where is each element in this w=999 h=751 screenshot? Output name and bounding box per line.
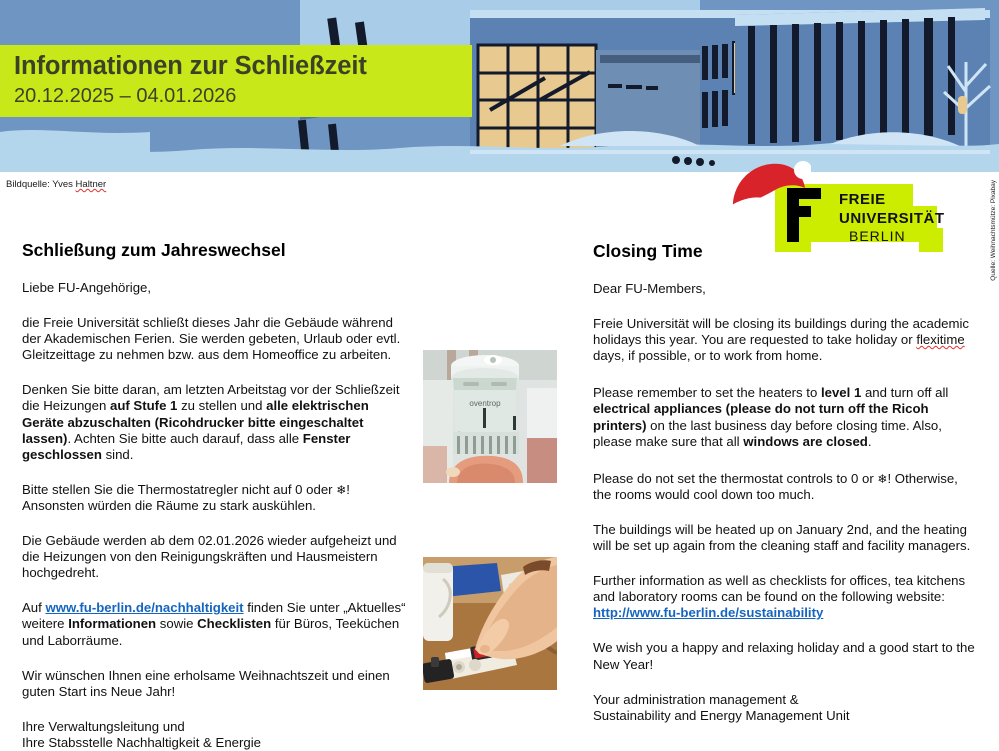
g5-bold-checklists: Checklisten: [197, 616, 272, 632]
g2-a: Denken Sie bitte daran, am letzten Arbeitstag vor der Schließzeit die Heizungen: [22, 382, 400, 414]
logo-line1: FREIE: [839, 191, 886, 208]
snowflake-icon-en: ❄: [877, 471, 888, 486]
german-signature-1: Ihre Verwaltungsleitung und: [22, 718, 185, 734]
g5-c: sowie: [156, 616, 198, 632]
e1-misspelled: flexitime: [916, 332, 965, 348]
e1-a: Freie Universität will be closing its buildings during the academic holidays this year. You are requested to take holiday or: [593, 316, 970, 348]
english-paragraph-3: [593, 471, 979, 503]
g2-bold-level: auf Stufe 1: [109, 398, 178, 414]
image-credit-prefix: Bildquelle: Yves: [6, 179, 76, 190]
german-paragraph-5: [22, 600, 414, 648]
e2-bold-appliances: electrical appliances (please do not turn off the Ricoh printers): [593, 401, 929, 433]
g5-b: finden Sie unter „Aktuelles“ weitere: [22, 600, 406, 632]
pixabay-credit: Quelle: Weihnachtsmütze: Pixabay: [990, 180, 997, 281]
g2-e: sind.: [101, 446, 134, 462]
thermostat-brand-label: oventrop: [469, 399, 501, 408]
santa-hat-on-logo-icon: [725, 158, 811, 220]
power-strip-switch-photo: [423, 557, 557, 690]
english-sustainability-link[interactable]: http://www.fu-berlin.de/sustainability: [593, 605, 824, 621]
g2-d: . Achten Sie bitte auch darauf, dass alle: [67, 430, 303, 446]
g2-bold-appliances: alle elektrischen Geräte abzuschalten (Ricohdrucker bitte eingeschaltet lassen): [22, 398, 369, 446]
english-heading: Closing Time: [593, 241, 703, 261]
english-paragraph-4: The buildings will be heated up on January 2nd, and the heating will be set up again from the cleaning staff and facility managers.: [593, 521, 971, 554]
snowflake-icon: ❄: [336, 482, 347, 497]
title-banner: [0, 45, 472, 117]
english-paragraph-1: [593, 316, 979, 364]
e2-c: and turn off all: [861, 385, 949, 401]
english-salutation: Dear FU-Members,: [593, 281, 706, 296]
german-paragraph-4: Die Gebäude werden ab dem 02.01.2026 wieder aufgeheizt und die Heizungen von den Reinigungskräften und Hausmeistern hochgedreht.: [22, 533, 397, 581]
english-signature-2: Sustainability and Energy Management Unit: [593, 707, 850, 723]
g2-c: zu stellen und: [177, 398, 267, 414]
radiator-thermostat-photo: [423, 350, 557, 483]
logo-line3: BERLIN: [849, 228, 906, 244]
g2-bold-windows: Fenster geschlossen: [22, 430, 351, 462]
english-signature-1: Your administration management &: [593, 691, 799, 707]
santa-hat-icon: [778, 140, 999, 172]
german-signature-2: Ihre Stabsstelle Nachhaltigkeit & Energie: [22, 734, 261, 750]
german-heading: Schließung zum Jahreswechsel: [22, 240, 286, 260]
image-credit: [6, 179, 106, 190]
g3-a: Bitte stellen Sie die Thermostatregler nicht auf 0 oder: [22, 481, 337, 497]
german-paragraph-6: Wir wünschen Ihnen eine erholsame Weihnachtszeit und einen guten Start ins Neue Jahr!: [22, 667, 390, 699]
banner-dates: 20.12.2025 – 04.01.2026: [14, 85, 237, 108]
e2-e: .: [867, 433, 872, 449]
g3-b: ! Ansonsten würden die Räume zu stark auskühlen.: [22, 481, 350, 513]
e3-a: Please do not set the thermostat controls to 0 or: [593, 470, 878, 486]
banner-title: Informationen zur Schließzeit: [14, 52, 367, 80]
e2-d: on the last business day before closing time. Also, please make sure that all: [593, 417, 942, 449]
german-paragraph-2: [22, 382, 414, 462]
logo-line2: UNIVERSITÄT: [839, 210, 945, 227]
e1-b: days, if possible, or to work from home.: [593, 348, 823, 364]
e5-a: Further information as well as checklists for offices, tea kitchens and laboratory rooms can be found on the following website:: [593, 573, 966, 605]
english-paragraph-6: We wish you a happy and relaxing holiday and a good start to the New Year!: [593, 640, 975, 672]
e3-b: ! Otherwise, the rooms would cool down too much.: [593, 470, 958, 502]
fu-berlin-logo: [773, 178, 971, 258]
german-column: [22, 172, 414, 751]
image-credit-name: Haltner: [75, 179, 107, 190]
english-paragraph-2: [593, 385, 979, 449]
german-paragraph-3: [22, 482, 414, 514]
english-paragraph-5: [593, 573, 979, 621]
g5-d: für Büros, Teeküchen und Laborräume.: [22, 616, 400, 648]
g5-bold-info: Informationen: [68, 616, 157, 632]
g5-a: Auf: [22, 600, 46, 616]
e2-a: Please remember to set the heaters to: [593, 385, 821, 401]
german-sustainability-link[interactable]: www.fu-berlin.de/nachhaltigkeit: [45, 600, 244, 616]
e2-bold-level: level 1: [820, 385, 862, 401]
german-salutation: Liebe FU-Angehörige,: [22, 280, 152, 295]
e2-bold-windows: windows are closed: [743, 433, 868, 449]
german-paragraph-1: die Freie Universität schließt dieses Jahr die Gebäude während der Akademischen Ferien. Sie werden gebeten, Urlaub oder evtl. Gleitzeittage zu nehmen bzw. aus dem Homeoffice zu arbeiten.: [22, 315, 401, 363]
content-area: [0, 172, 999, 751]
